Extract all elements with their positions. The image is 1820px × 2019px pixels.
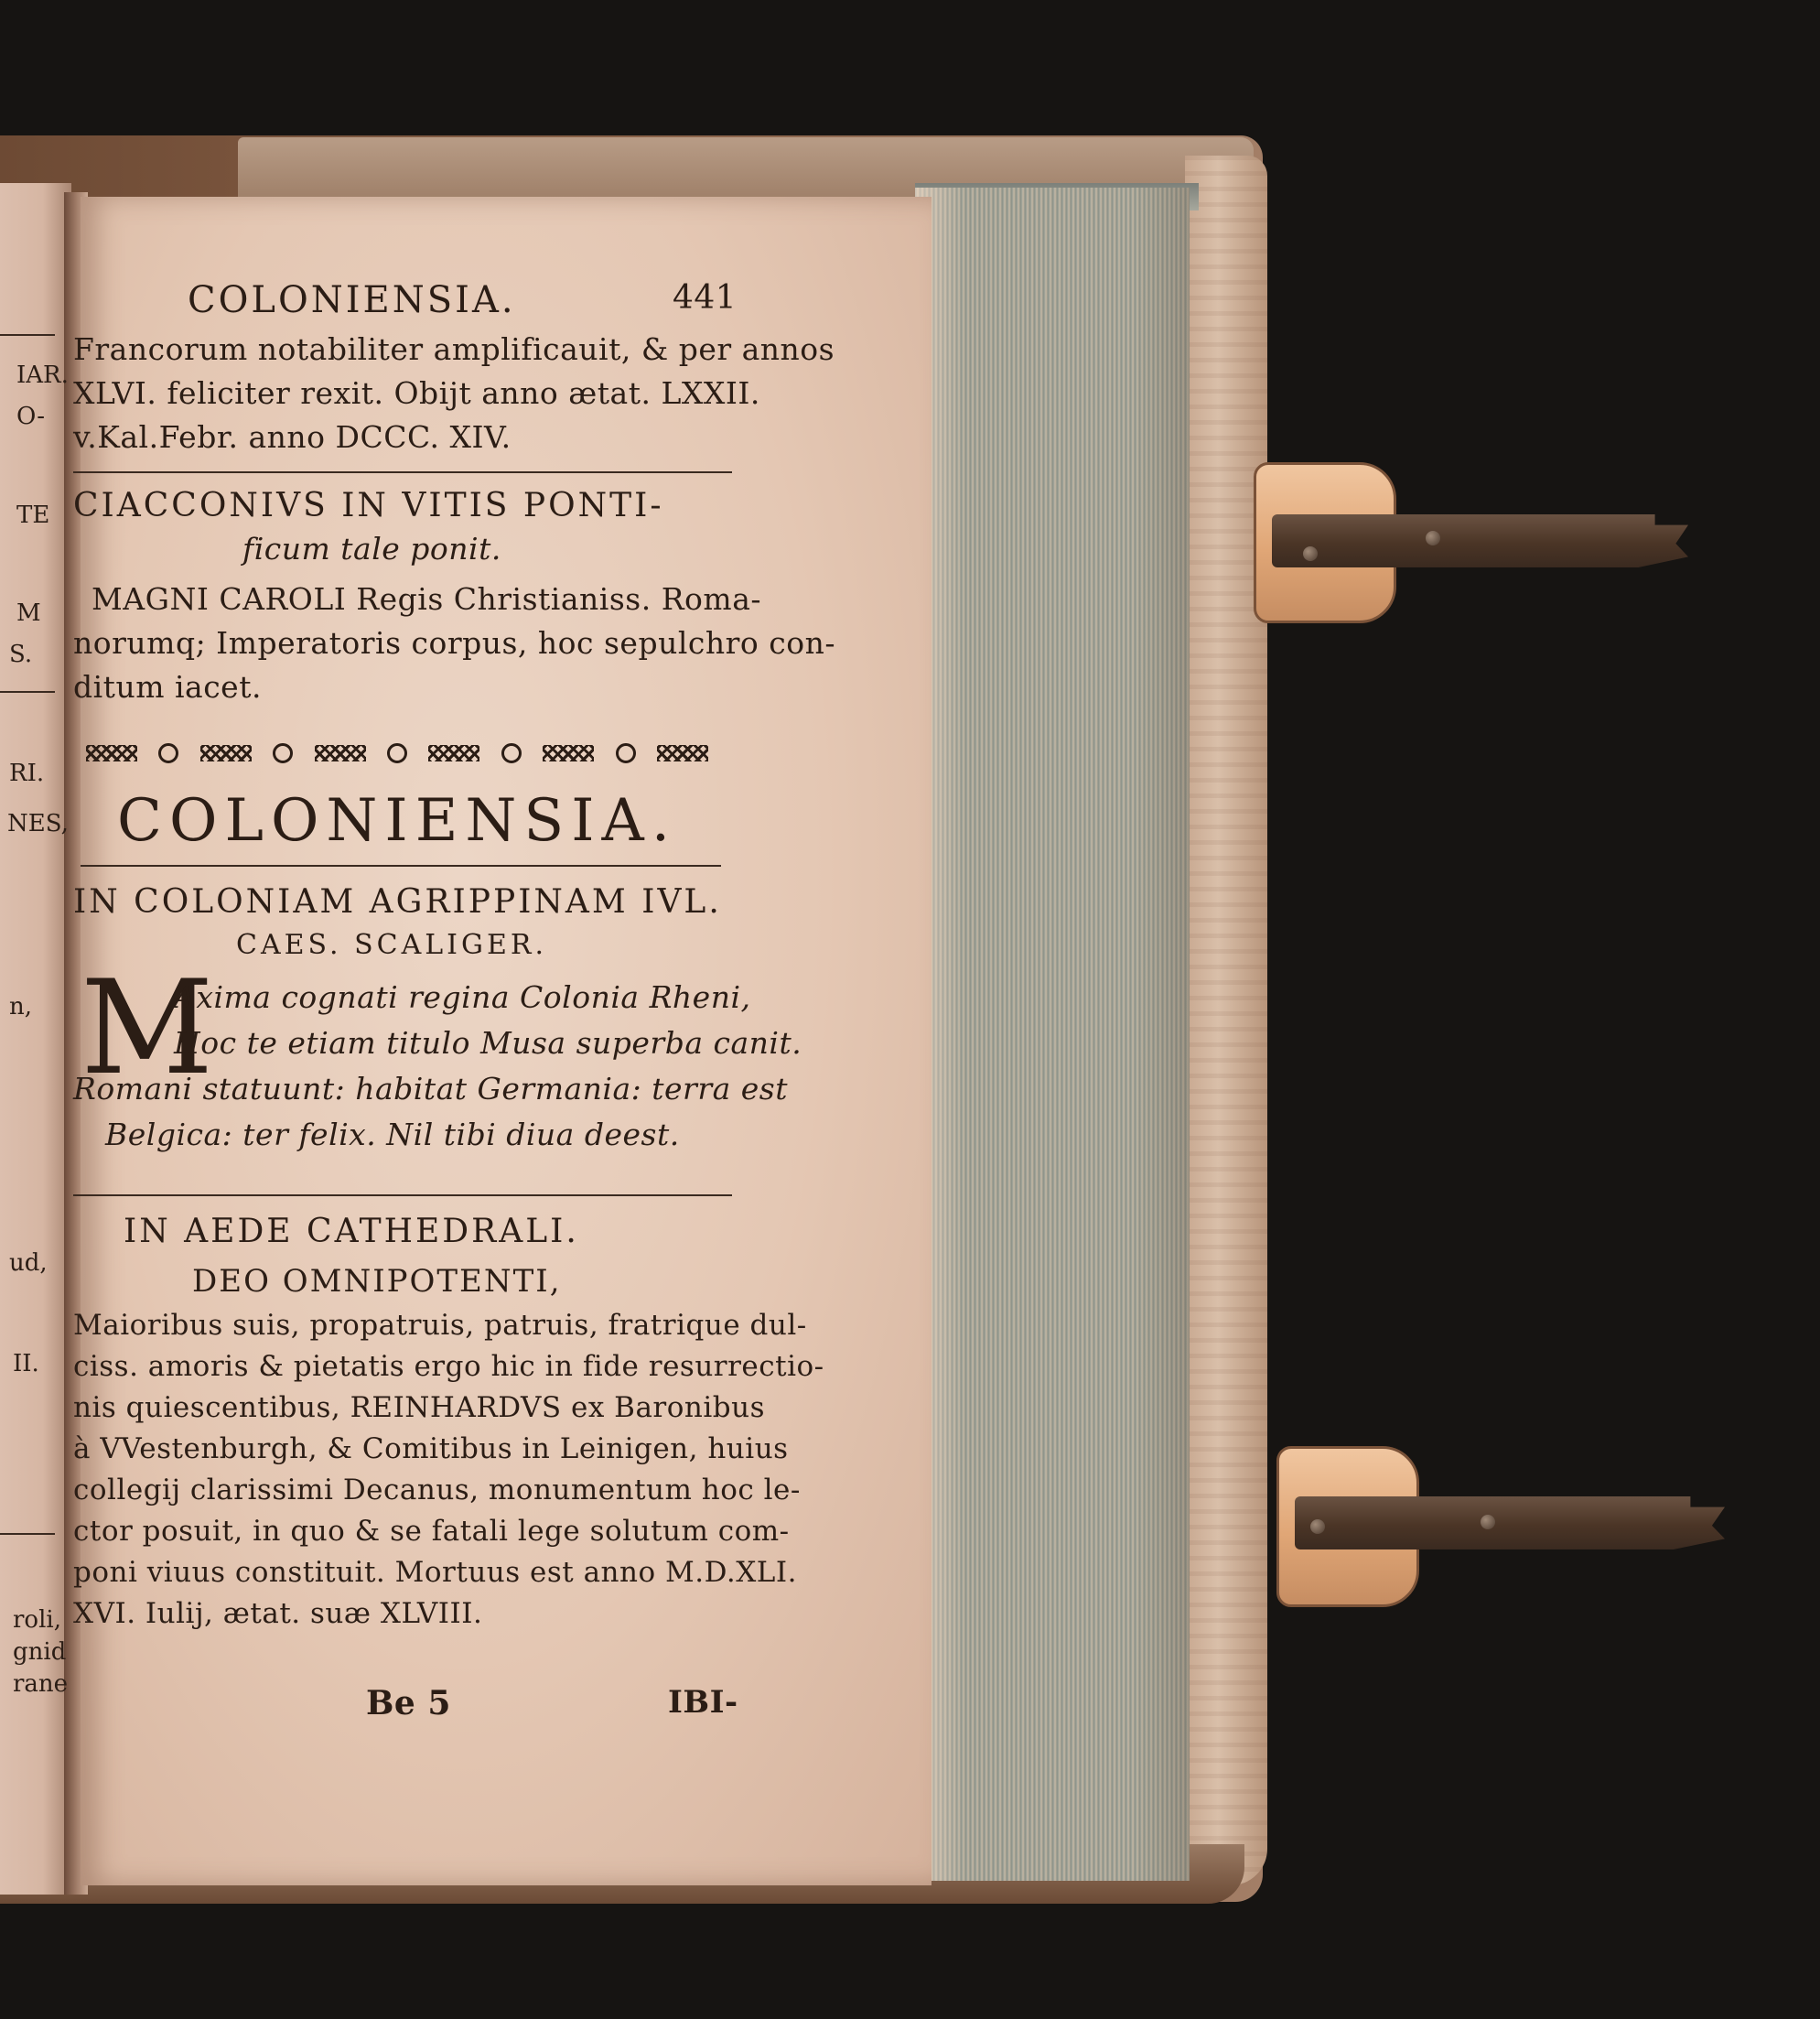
- running-head: COLONIENSIA.: [188, 279, 516, 321]
- poem-heading: IN COLONIAM AGRIPPINAM IVL.: [73, 883, 722, 921]
- cathedral-line: XVI. Iulij, ætat. suæ XLVIII.: [73, 1597, 483, 1630]
- cathedral-line: à VVestenburgh, & Comitibus in Leinigen, huius: [73, 1432, 789, 1465]
- decorative-border: [86, 738, 708, 769]
- ciacconius-line: MAGNI CAROLI Regis Christianiss. Roma-: [92, 581, 762, 617]
- cathedral-line: nis quiescentibus, REINHARDVS ex Baronibus: [73, 1391, 766, 1424]
- cover-fore-edge-board: [1185, 156, 1267, 1885]
- left-fragment: rane: [13, 1670, 69, 1698]
- page-block-fore-edge: [915, 188, 1190, 1881]
- cathedral-line: ctor posuit, in quo & se fatali lege solutum com-: [73, 1515, 790, 1548]
- catchword: IBI-: [668, 1684, 738, 1721]
- ciacconius-line: norumq; Imperatoris corpus, hoc sepulchro con-: [73, 625, 836, 661]
- left-fragment: roli,: [13, 1606, 61, 1634]
- page-number: 441: [673, 279, 738, 317]
- left-fragment: IAR.: [16, 362, 69, 389]
- left-page-rule: [0, 691, 55, 693]
- poem-subheading: CAES. SCALIGER.: [236, 929, 548, 961]
- poem-line: Hoc te etiam titulo Musa superba canit.: [174, 1025, 802, 1061]
- intro-line: v.Kal.Febr. anno DCCC. XIV.: [73, 419, 512, 455]
- upper-clasp-strap: [1272, 514, 1688, 567]
- cathedral-line: poni viuus constituit. Mortuus est anno M.D.XLI.: [73, 1556, 797, 1589]
- left-fragment: RI.: [9, 760, 45, 787]
- cathedral-line: Maioribus suis, propatruis, patruis, fratrique dul-: [73, 1309, 807, 1342]
- left-fragment: TE: [16, 502, 50, 529]
- lower-clasp-strap: [1295, 1496, 1725, 1549]
- signature-mark: Be 5: [366, 1684, 451, 1722]
- left-fragment: ud,: [9, 1249, 48, 1277]
- ciacconius-line: ditum iacet.: [73, 669, 262, 705]
- left-fragment: NES,: [7, 810, 69, 837]
- drop-cap: M: [81, 953, 214, 1104]
- lower-clasp-rivet-2: [1481, 1515, 1495, 1529]
- left-fragment: O-: [16, 403, 46, 430]
- ciacconius-subheading: ficum tale ponit.: [242, 531, 501, 567]
- section-rule: [73, 471, 732, 473]
- cathedral-subheading: DEO OMNIPOTENTI,: [192, 1263, 562, 1300]
- left-fragment: M: [16, 599, 41, 627]
- intro-line: Francorum notabiliter amplificauit, & per annos: [73, 331, 835, 367]
- section-rule: [73, 1194, 732, 1196]
- cathedral-line: ciss. amoris & pietatis ergo hic in fide resurrectio-: [73, 1350, 824, 1383]
- left-page-rule: [0, 334, 55, 336]
- poem-line: Belgica: ter felix. Nil tibi diua deest.: [105, 1117, 680, 1152]
- intro-line: XLVI. feliciter rexit. Obijt anno ætat. LXXII.: [73, 375, 760, 411]
- lower-clasp-rivet-1: [1310, 1519, 1325, 1534]
- left-fragment: S.: [9, 641, 33, 668]
- left-fragment: n,: [9, 993, 33, 1020]
- poem-line: Axima cognati regina Colonia Rheni,: [174, 979, 751, 1015]
- upper-clasp-rivet-2: [1426, 531, 1440, 545]
- ciacconius-heading: CIACCONIVS IN VITIS PONTI-: [73, 487, 664, 524]
- left-page-rule: [0, 1533, 55, 1535]
- section-rule: [81, 865, 721, 867]
- upper-clasp-rivet-1: [1303, 546, 1318, 561]
- left-fragment: II.: [13, 1350, 39, 1377]
- cathedral-line: collegij clarissimi Decanus, monumentum hoc le-: [73, 1474, 801, 1506]
- cathedral-heading: IN AEDE CATHEDRALI.: [124, 1213, 579, 1250]
- poem-line: Romani statuunt: habitat Germania: terra est: [73, 1071, 788, 1107]
- section-title: COLONIENSIA.: [117, 787, 678, 855]
- left-fragment: gnid: [13, 1638, 67, 1666]
